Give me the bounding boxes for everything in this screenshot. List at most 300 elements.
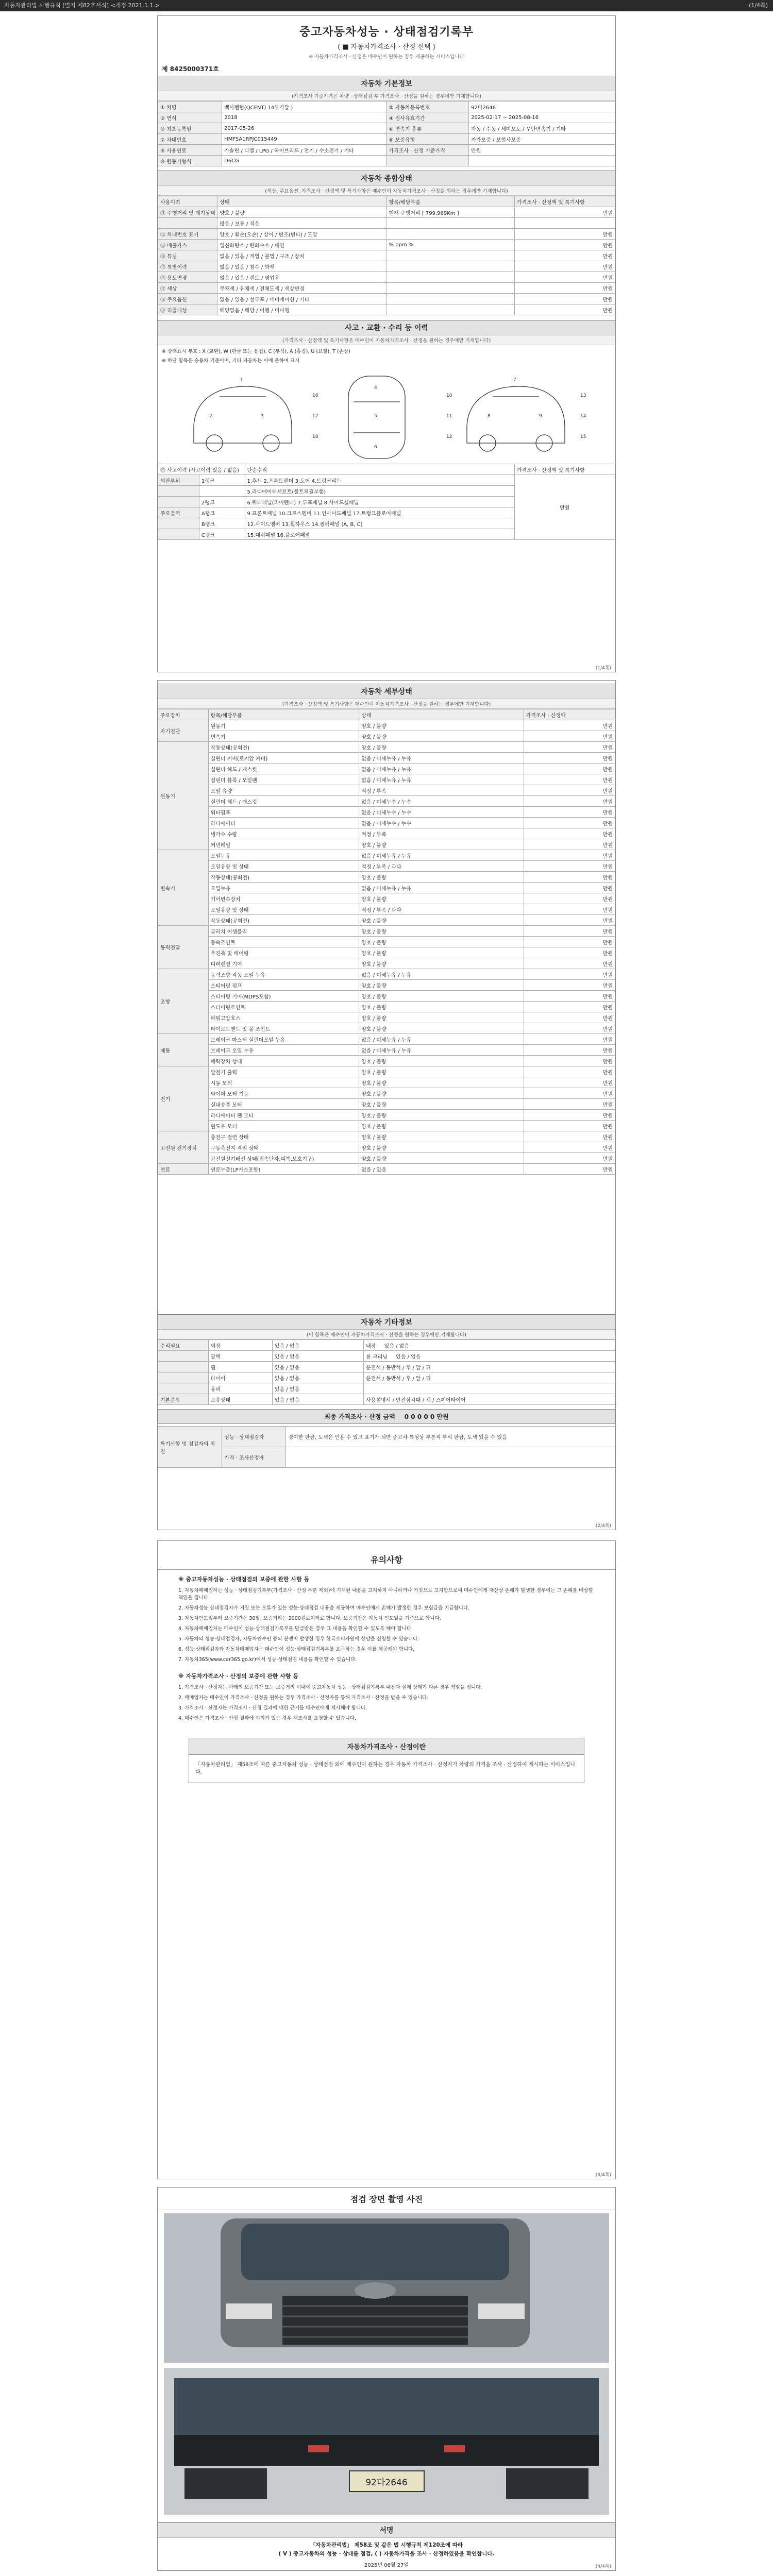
accident-subtitle: (가격조사 · 산정액 및 특기사항은 매수인이 자동차가격조사 · 산정을 원하는 경우에만 기재합니다)	[158, 335, 615, 345]
summary-row	[158, 304, 615, 315]
part-rank: C랭크	[199, 529, 245, 540]
detail-item-state: 양호 / 불량	[359, 1023, 524, 1034]
document-subtitle: ( ■ 자동차가격조사 · 산정 선택 )	[338, 43, 435, 51]
rear-photo	[164, 2368, 609, 2515]
detail-item-price: 만원	[524, 796, 615, 807]
part-list: 12.사이드멤버 13.휠하우스 14.필러패널 (A, B, C)	[245, 518, 514, 529]
other-info-category	[158, 1351, 209, 1362]
detail-item-name: 스티어링 기어(MDPS포함)	[208, 991, 359, 1002]
detail-row	[158, 720, 615, 731]
detail-item-price: 만원	[524, 742, 615, 753]
detail-item-state: 양호 / 불량	[359, 1088, 524, 1099]
detail-row	[158, 872, 615, 883]
detail-item-price: 만원	[524, 1131, 615, 1142]
other-info-detail: 사용설명서 / 안전삼각대 / 잭 / 스페어타이어	[364, 1394, 615, 1405]
detail-item-state: 양호 / 불량	[359, 915, 524, 926]
appraisal-box	[189, 1738, 584, 1783]
summary-item-detail	[386, 304, 514, 315]
basic-info-value: 자동 / 수동 / 세미오토 / 무단변속기 / 기타	[469, 123, 615, 134]
other-info-row	[158, 1383, 615, 1394]
basic-info-value: 2017-05-26	[222, 123, 386, 134]
diagram-label: 18	[312, 434, 318, 439]
detail-row	[158, 958, 615, 969]
document-header	[158, 16, 615, 60]
summary-item-price: 만원	[514, 240, 615, 250]
detail-item-name: 실린더 블록 / 오일팬	[208, 774, 359, 785]
detail-row	[158, 796, 615, 807]
detail-item-price: 만원	[524, 774, 615, 785]
detail-item-state: 적정 / 부족 / 과다	[359, 861, 524, 872]
accident-title: 사고 · 교환 · 수리 등 이력	[158, 320, 615, 335]
detail-item-name: 라디에이터	[208, 818, 359, 828]
detail-title: 자동차 세부상태	[158, 684, 615, 699]
detail-row	[158, 915, 615, 926]
summary-item-state: 없음 / 있음 / 적법 / 불법 / 구조 / 장치	[217, 250, 386, 261]
detail-item-name: 냉각수 수량	[208, 828, 359, 839]
other-info-item: 유리	[208, 1383, 272, 1394]
basic-info-value: 자가보증 / 보험사보증	[469, 134, 615, 145]
detail-group-label: 자기진단	[158, 720, 209, 742]
detail-row	[158, 1121, 615, 1131]
detail-row	[158, 774, 615, 785]
basic-info-row	[158, 112, 615, 123]
appraisal-box-title: 자동차가격조사 · 산정이란	[189, 1738, 584, 1755]
detail-item-name: 오일유량 및 상태	[208, 904, 359, 915]
detail-item-name: 클러치 어셈블리	[208, 926, 359, 937]
special-notes-label: 특기사항 및 점검자의 의견	[158, 1427, 222, 1468]
other-info-detail-part: 룸 크리닝	[366, 1354, 388, 1360]
inspector-label: 성능 · 상태점검자	[222, 1427, 286, 1447]
summary-row	[158, 283, 615, 294]
diagram-label: 10	[446, 393, 452, 398]
notice-item: 2. 매매업자는 매수인이 가격조사 · 산정을 원하는 경우 가격조사 · 산정자를 통해 가격조사 · 산정을 받을 수 있습니다.	[178, 1695, 429, 1701]
summary-item-label: ⑫ 차대번호 표기	[158, 229, 217, 240]
detail-item-state: 양호 / 불량	[359, 937, 524, 947]
summary-subtitle: (색상, 주요옵션, 가격조사 · 산정액 및 특기사항은 매수인이 자동차가격조사 · 산정을 원하는 경우에만 기재합니다)	[158, 186, 615, 196]
notice-list-2	[178, 1684, 595, 1722]
detail-item-state: 양호 / 불량	[359, 872, 524, 883]
part-rank: 1랭크	[199, 475, 245, 486]
summary-item-price: 만원	[514, 304, 615, 315]
appraisal-box-text: 「자동차관리법」 제58조에 따른 중고자동차 성능 · 상태점검 외에 매수인이 원하는 경우 자동차 가격조사 · 산정자가 차량의 가격을 조사 · 산정하여 제시하는 서비스입니다.	[195, 1762, 575, 1775]
detail-item-name: 스티어링조인트	[208, 1002, 359, 1012]
detail-row	[158, 926, 615, 937]
detail-item-name: 구동축전지 격리 상태	[208, 1142, 359, 1153]
detail-item-name: 실린더 헤드 / 개스킷	[208, 764, 359, 774]
summary-item-label: ⑬ 배출가스	[158, 240, 217, 250]
summary-row	[158, 240, 615, 250]
detail-item-state: 적정 / 부족 / 과다	[359, 904, 524, 915]
detail-item-price: 만원	[524, 904, 615, 915]
detail-item-price: 만원	[524, 1099, 615, 1110]
basic-info-row	[158, 145, 615, 156]
other-info-item: 휠	[208, 1362, 272, 1372]
detail-item-name: 연료누출(LP가스포함)	[208, 1164, 359, 1175]
detail-item-state: 없음 / 미세누유 / 누유	[359, 753, 524, 764]
basic-info-label: ③ 연식	[158, 112, 222, 123]
detail-item-price: 만원	[524, 861, 615, 872]
sign-title: 서명	[158, 2522, 615, 2538]
page-2	[157, 680, 616, 1530]
detail-group-label: 고전원 전기장치	[158, 1131, 209, 1164]
basic-info-value	[469, 156, 615, 166]
front-photo	[164, 2213, 609, 2363]
detail-item-price: 만원	[524, 915, 615, 926]
detail-group-label: 변속기	[158, 850, 209, 926]
summary-item-label: ⑰ 색상	[158, 283, 217, 294]
detail-item-price: 만원	[524, 720, 615, 731]
basic-info-subtitle: (가격조사 기준가격은 차량 · 상태점검 후 가격조사 · 산정을 원하는 경우에만 기재합니다)	[158, 91, 615, 101]
document-top-bar	[0, 0, 773, 11]
summary-row	[158, 272, 615, 283]
basic-info-value: 2018	[222, 112, 386, 123]
detail-row	[158, 818, 615, 828]
detail-item-price: 만원	[524, 839, 615, 850]
plate-number: 92다2646	[365, 2478, 408, 2488]
detail-row	[158, 785, 615, 796]
detail-row	[158, 904, 615, 915]
detail-row	[158, 850, 615, 861]
summary-row	[158, 229, 615, 240]
detail-item-state: 없음 / 미세누유 / 누유	[359, 1045, 524, 1056]
basic-info-value: 만원	[469, 145, 615, 156]
detail-item-price: 만원	[524, 926, 615, 937]
accident-table	[158, 464, 615, 540]
sign-date: 2025년 06월 27일	[364, 2563, 409, 2568]
detail-item-state: 양호 / 불량	[359, 980, 524, 991]
detail-item-price: 만원	[524, 969, 615, 980]
summary-item-price: 만원	[514, 207, 615, 218]
detail-item-name: 브레이크 마스터 실린더오일 누유	[208, 1034, 359, 1045]
basic-info-label: 가격조사 · 산정 기준가격	[386, 145, 469, 156]
document-number: 제 8425000371호	[162, 65, 219, 73]
detail-item-price: 만원	[524, 1012, 615, 1023]
summary-item-label: ⑲ 리콜대상	[158, 304, 217, 315]
summary-item-detail	[386, 218, 514, 229]
diagram-label: 6	[374, 445, 377, 450]
truck-rear-image	[164, 2368, 609, 2515]
final-price-bar	[158, 1409, 615, 1424]
other-info-category	[158, 1372, 209, 1383]
detail-item-state: 양호 / 불량	[359, 720, 524, 731]
summary-item-detail	[386, 261, 514, 272]
summary-item-detail: % ppm %	[386, 240, 514, 250]
detail-item-state: 없음 / 미세누유 / 누유	[359, 850, 524, 861]
other-info-state: 있음 / 없음	[272, 1372, 363, 1383]
notice-item: 1. 자동차매매업자는 성능 · 상태점검기록부(가격조사 · 산정 부분 제외)에 기재된 내용을 고지하지 아니하거나 거짓으로 고지함으로써 매수인에게 재산상 손해가 발생한 경우에는 그 손해를 배상할 책임을 집니다.	[178, 1588, 593, 1601]
detail-item-name: 커먼레일	[208, 839, 359, 850]
detail-item-price: 만원	[524, 850, 615, 861]
accident-price: 만원	[514, 475, 615, 540]
notice-item: 7. 자동차365(www.car365.go.kr)에서 성능·상태점검 내용을 확인할 수 있습니다.	[178, 1657, 357, 1663]
summary-item-state: 해당없음 / 해당 / 이행 / 미이행	[217, 304, 386, 315]
part-rank: A랭크	[199, 507, 245, 518]
detail-group-label: 원동기	[158, 742, 209, 850]
detail-item-state: 없음 / 미세누수 / 누수	[359, 807, 524, 818]
diagram-label: 4	[374, 385, 377, 391]
detail-row	[158, 839, 615, 850]
detail-item-name: 오일누유	[208, 883, 359, 893]
diagram-label: 7	[513, 378, 516, 383]
car-left-side-outline	[194, 386, 292, 443]
detail-item-price: 만원	[524, 1121, 615, 1131]
detail-item-name: 충전구 절연 상태	[208, 1131, 359, 1142]
page-3	[157, 1540, 616, 2179]
detail-item-price: 만원	[524, 753, 615, 764]
summary-item-price: 만원	[514, 261, 615, 272]
diagram-label: 13	[580, 393, 586, 398]
part-list: 9.프론트패널 10.크로스멤버 11.인사이드패널 17.트렁크플로어패널	[245, 507, 514, 518]
diagram-label: 12	[446, 434, 452, 439]
detail-item-name: 오일유량 및 상태	[208, 861, 359, 872]
diagram-label: 17	[312, 414, 318, 419]
detail-row	[158, 1153, 615, 1164]
detail-item-state: 양호 / 불량	[359, 1121, 524, 1131]
detail-item-state: 없음 / 미세누수 / 누수	[359, 796, 524, 807]
summary-column-header: 상태	[217, 196, 386, 207]
part-list: 15.대쉬패널 16.플로어패널	[245, 529, 514, 540]
notice-list-1	[178, 1587, 595, 1664]
basic-info-row	[158, 134, 615, 145]
accident-price-header: 가격조사 · 산정액 및 특기사항	[514, 464, 615, 475]
detail-row	[158, 764, 615, 774]
detail-item-name: 와이퍼 모터 기능	[208, 1088, 359, 1099]
detail-item-state: 양호 / 불량	[359, 731, 524, 742]
summary-item-price: 만원	[514, 283, 615, 294]
summary-row	[158, 250, 615, 261]
detail-row	[158, 828, 615, 839]
summary-column-header: 항목/해당부품	[386, 196, 514, 207]
detail-row	[158, 1131, 615, 1142]
detail-item-state: 양호 / 불량	[359, 1153, 524, 1164]
other-info-category	[158, 1362, 209, 1372]
diagram-label: 1	[240, 378, 243, 383]
detail-item-name: 실린더 헤드 / 개스킷	[208, 796, 359, 807]
car-diagram	[158, 366, 615, 464]
detail-item-price: 만원	[524, 818, 615, 828]
part-rank: B랭크	[199, 518, 245, 529]
detail-item-state: 양호 / 불량	[359, 839, 524, 850]
detail-row	[158, 1142, 615, 1153]
summary-item-price: 만원	[514, 229, 615, 240]
detail-item-price: 만원	[524, 937, 615, 947]
detail-item-price: 만원	[524, 1056, 615, 1066]
basic-info-row	[158, 101, 615, 112]
part-rank	[199, 486, 245, 497]
part-rank: 2랭크	[199, 497, 245, 507]
detail-item-state: 양호 / 불량	[359, 947, 524, 958]
detail-item-state: 양호 / 불량	[359, 1110, 524, 1121]
detail-subtitle: (가격조사 · 산정액 및 특기사항은 매수인이 자동차가격조사 · 산정을 원하는 경우에만 기재합니다)	[158, 699, 615, 709]
detail-row	[158, 1110, 615, 1121]
detail-item-state: 양호 / 불량	[359, 1142, 524, 1153]
detail-row	[158, 1164, 615, 1175]
summary-column-header: 가격조사 · 산정액 및 특기사항	[514, 196, 615, 207]
special-notes-table	[158, 1426, 615, 1468]
detail-item-state: 양호 / 불량	[359, 926, 524, 937]
summary-item-detail	[386, 250, 514, 261]
detail-row	[158, 1002, 615, 1012]
detail-item-price: 만원	[524, 991, 615, 1002]
basic-info-value: 벡사펜텀(QCENT) 14부가달 )	[222, 101, 386, 112]
photos-title: 점검 장면 촬영 사진	[158, 2188, 615, 2210]
notice-item: 2. 자동차성능·상태점검자가 거짓 또는 오류가 있는 성능·상태점검 내용을 제공하여 매수인에게 손해가 발생한 경우 보험금을 지급합니다.	[178, 1605, 470, 1611]
detail-group-label: 동력전달	[158, 926, 209, 969]
detail-item-name: 오일 유량	[208, 785, 359, 796]
detail-item-state: 없음 / 있음	[359, 1164, 524, 1175]
detail-item-name: 배력장치 상태	[208, 1056, 359, 1066]
detail-column-header: 항목/해당부품	[208, 709, 359, 720]
detail-item-state: 없음 / 미세누유 / 누유	[359, 774, 524, 785]
detail-row	[158, 742, 615, 753]
detail-column-header: 상태	[359, 709, 524, 720]
summary-item-detail	[386, 229, 514, 240]
basic-info-table	[158, 101, 615, 166]
detail-item-price: 만원	[524, 828, 615, 839]
basic-info-value: 가솔린 / 디젤 / LPG / 하이브리드 / 전기 / 수소전기 / 기타	[222, 145, 386, 156]
detail-item-state: 양호 / 불량	[359, 1077, 524, 1088]
final-price-title: 최종 가격조사 · 산정 금액	[324, 1413, 395, 1420]
accident-legend-2: ※ 하단 항목은 승용차 기준이며, 기타 자동차는 이에 준하여 표시	[162, 358, 300, 364]
basic-info-label	[386, 156, 469, 166]
detail-row	[158, 937, 615, 947]
notice-item: 4. 자동차매매업자는 매수인이 성능·상태점검기록부를 발급받은 경우 그 내용을 확인할 수 있도록 해야 합니다.	[178, 1626, 413, 1632]
summary-item-label: ⑱ 주요옵션	[158, 294, 217, 304]
basic-info-value: D6CG	[222, 156, 386, 166]
detail-group-label: 연료	[158, 1164, 209, 1175]
summary-item-detail	[386, 272, 514, 283]
detail-item-state: 양호 / 불량	[359, 1012, 524, 1023]
other-info-item: 보유상태	[208, 1394, 272, 1405]
basic-info-value: 2025-02-17 ~ 2025-08-16	[469, 112, 615, 123]
other-info-row	[158, 1340, 615, 1351]
summary-item-label: ⑯ 용도변경	[158, 272, 217, 283]
part-list: 1.후드 2.프론트펜더 3.도어 4.트렁크리드	[245, 475, 514, 486]
detail-item-state: 양호 / 불량	[359, 893, 524, 904]
detail-item-state: 양호 / 불량	[359, 958, 524, 969]
page-4	[157, 2187, 616, 2571]
simple-repair: 단순수리	[245, 464, 514, 475]
detail-item-name: 작동상태(공회전)	[208, 742, 359, 753]
notice-heading-2: ※ 자동차가격조사 · 산정의 보증에 관한 사항 등	[178, 1673, 298, 1680]
page-number: (4/4쪽)	[595, 2564, 611, 2569]
detail-item-state: 적정 / 부족	[359, 785, 524, 796]
summary-item-label: ⑪ 주행거리 및 계기상태	[158, 207, 217, 218]
summary-item-state: 무채색 / 유채색 / 전체도색 / 색상변경	[217, 283, 386, 294]
other-info-item: 타이어	[208, 1372, 272, 1383]
detail-item-state: 없음 / 미세누수 / 누수	[359, 818, 524, 828]
other-info-item: 외장	[208, 1340, 272, 1351]
detail-row	[158, 893, 615, 904]
accident-history: ⑳ 사고이력 (사고이력 있음 / 없음)	[158, 464, 245, 475]
detail-item-price: 만원	[524, 1045, 615, 1056]
detail-item-price: 만원	[524, 980, 615, 991]
detail-row	[158, 1088, 615, 1099]
detail-item-price: 만원	[524, 785, 615, 796]
summary-title: 자동차 종합상태	[158, 171, 615, 186]
notice-item: 5. 자동차의 성능·상태점검자, 자동차인수인 등의 분쟁이 발생한 경우 한국소비자원에 상담을 신청할 수 있습니다.	[178, 1636, 419, 1642]
detail-item-name: 작동상태(공회전)	[208, 872, 359, 883]
detail-item-price: 만원	[524, 1023, 615, 1034]
detail-row	[158, 1045, 615, 1056]
basic-info-label: ⑧ 보증유형	[386, 134, 469, 145]
notice-heading-1: ※ 중고자동차성능 · 상태점검의 보증에 관한 사항 등	[178, 1576, 310, 1583]
other-info-state: 있음 / 없음	[272, 1340, 363, 1351]
detail-item-price: 만원	[524, 958, 615, 969]
detail-item-name: 작동상태(공회전)	[208, 915, 359, 926]
summary-item-detail	[386, 283, 514, 294]
detail-item-name: 실린더 커버(로커암 커버)	[208, 753, 359, 764]
appraiser-label: 가격 · 조사산정자	[222, 1447, 286, 1468]
detail-item-state: 양호 / 불량	[359, 1099, 524, 1110]
detail-item-name: 변속기	[208, 731, 359, 742]
detail-row	[158, 1077, 615, 1088]
basic-info-label: ⑥ 변속기 종류	[386, 123, 469, 134]
detail-table	[158, 709, 615, 1175]
inspector-opinion: 경미한 판금, 도색은 인용 수 있고 표기가 되면 중고차 특성상 부분적 부식 판금, 도색 있을 수 있음	[286, 1427, 615, 1447]
sign-line-1: 「자동차관리법」 제58조 및 같은 법 시행규칙 제120조에 따라	[310, 2542, 463, 2548]
detail-item-name: 오일누유	[208, 850, 359, 861]
detail-row	[158, 969, 615, 980]
detail-item-name: 라디에이터 팬 모터	[208, 1110, 359, 1121]
summary-item-state: 많음 / 보통 / 적음	[217, 218, 386, 229]
other-subtitle: (이 항목은 매수인이 자동차가격조사 · 산정을 원하는 경우에만 기재합니다)	[158, 1330, 615, 1340]
other-info-state: 있음 / 없음	[272, 1351, 363, 1362]
detail-row	[158, 1034, 615, 1045]
basic-info-title: 자동차 기본정보	[158, 76, 615, 91]
summary-item-price: 만원	[514, 272, 615, 283]
detail-item-price: 만원	[524, 872, 615, 883]
basic-info-row	[158, 123, 615, 134]
summary-row	[158, 294, 615, 304]
other-info-state: 있음 / 없음	[272, 1383, 363, 1394]
outer-panel-label: 외판부위	[158, 475, 199, 486]
detail-group-label: 조향	[158, 969, 209, 1034]
other-info-detail: 운전석 / 동반석 / 후 / 앞 / 뒤	[364, 1372, 615, 1383]
detail-item-price: 만원	[524, 1034, 615, 1045]
basic-info-label: ④ 검사유효기간	[386, 112, 469, 123]
other-info-category: 수리필요	[158, 1340, 209, 1351]
detail-row	[158, 991, 615, 1002]
detail-item-price: 만원	[524, 1066, 615, 1077]
diagram-label: 14	[580, 414, 586, 419]
page-number: (1/4쪽)	[595, 666, 611, 671]
summary-item-state: 없음 / 있음 / 렌트 / 영업용	[217, 272, 386, 283]
summary-item-state: 없음 / 있음 / 선루프 / 네비게이션 / 기타	[217, 294, 386, 304]
other-info-detail-part: 있음 / 없음	[395, 1354, 421, 1360]
detail-item-name: 기어변속장치	[208, 893, 359, 904]
detail-row	[158, 1056, 615, 1066]
summary-item-state: 일산화탄소 / 탄화수소 / 매연	[217, 240, 386, 250]
detail-item-state: 양호 / 불량	[359, 1056, 524, 1066]
basic-info-row	[158, 156, 615, 166]
basic-info-label: ① 차명	[158, 101, 222, 112]
summary-item-price: 만원	[514, 294, 615, 304]
summary-table	[158, 196, 615, 315]
detail-item-price: 만원	[524, 947, 615, 958]
other-info-row	[158, 1372, 615, 1383]
detail-item-name: 발전기 출력	[208, 1066, 359, 1077]
detail-item-name: 실내송풍 모터	[208, 1099, 359, 1110]
detail-item-price: 만원	[524, 893, 615, 904]
detail-item-price: 만원	[524, 731, 615, 742]
truck-front-image	[164, 2213, 609, 2363]
basic-info-label: ⑨ 사용연료	[158, 145, 222, 156]
detail-row	[158, 947, 615, 958]
other-info-row	[158, 1362, 615, 1372]
other-info-row	[158, 1351, 615, 1362]
detail-column-header: 가격조사 · 산정액	[524, 709, 615, 720]
